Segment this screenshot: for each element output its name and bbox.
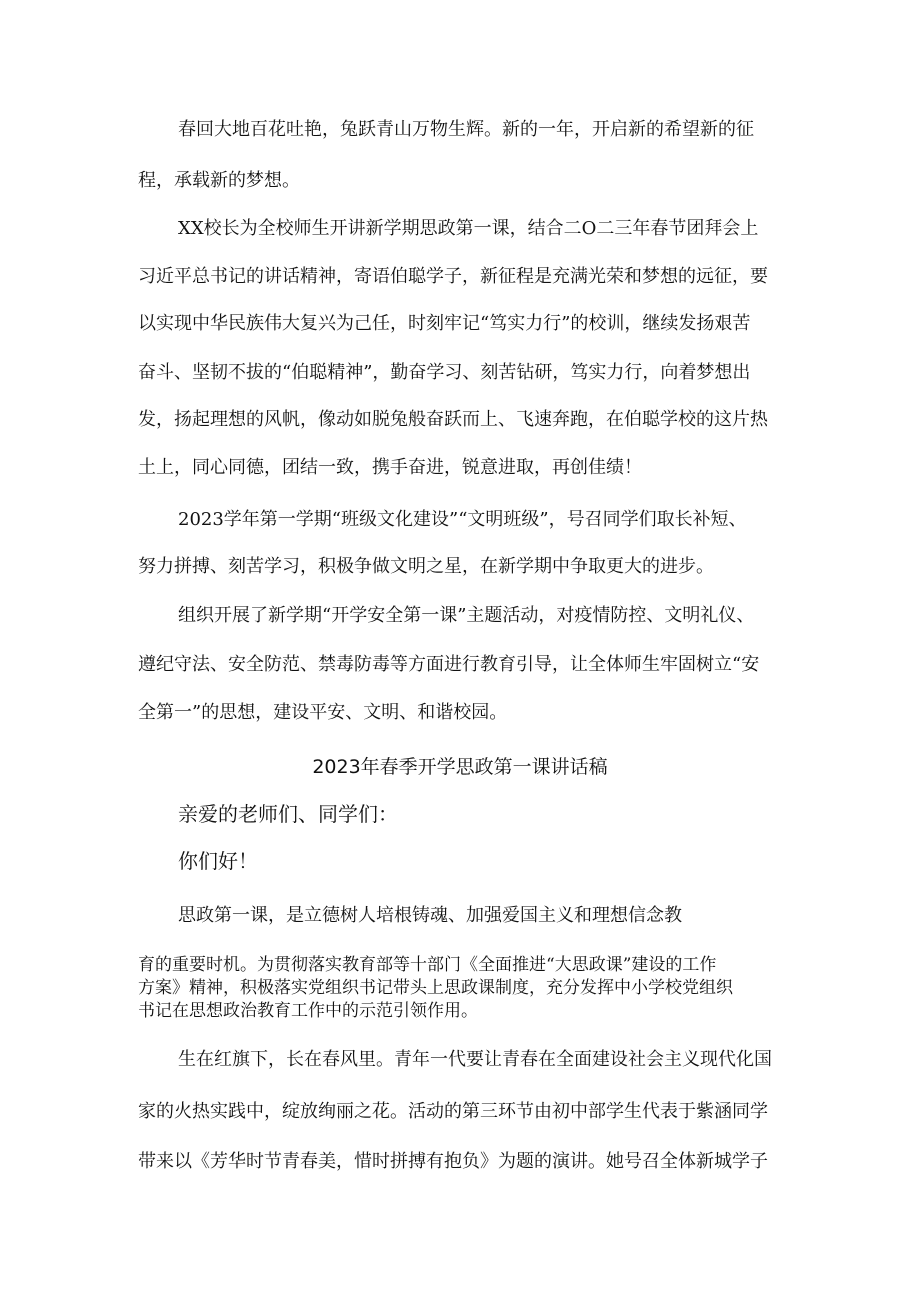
hello: 你们好！	[178, 849, 258, 873]
p3-line-1: 2023学年第一学期“班级文化建设”“文明班级”，号召同学们取长补短、	[178, 509, 747, 530]
document-title: 2023年春季开学思政第一课讲话稿	[312, 756, 608, 778]
p6-line-2: 家的火热实践中，绽放绚丽之花。活动的第三环节由初中部学生代表于紫涵同学	[138, 1101, 768, 1122]
p2-line-4: 奋斗、坚韧不拔的“伯聪精神”，勤奋学习、刻苦钻研，笃实力行，向着梦想出	[138, 362, 751, 383]
p5-line-3: 方案》精神，积极落实党组织书记带头上思政课制度，充分发挥中小学校党组织	[138, 978, 733, 998]
p2-line-5: 发，扬起理想的风帆，像动如脱兔般奋跃而上、飞速奔跑，在伯聪学校的这片热	[138, 409, 768, 430]
p6-line-1: 生在红旗下，长在春风里。青年一代要让青春在全面建设社会主义现代化国	[178, 1049, 772, 1070]
p2-line-3: 以实现中华民族伟大复兴为己任，时刻牢记“笃实力行”的校训，继续发扬艰苦	[138, 313, 751, 334]
p4-line-3: 全第一”的思想，建设平安、文明、和谐校园。	[138, 702, 508, 723]
p4-line-2: 遵纪守法、安全防范、禁毒防毒等方面进行教育引导，让全体师生牢固树立“安	[138, 654, 760, 675]
p1-line-1: 春回大地百花吐艳，兔跃青山万物生辉。新的一年，开启新的希望新的征	[178, 119, 754, 140]
p5-line-4: 书记在思想政治教育工作中的示范引领作用。	[138, 1001, 478, 1021]
p2-line-2: 习近平总书记的讲话精神，寄语伯聪学子，新征程是充满光荣和梦想的远征，要	[138, 266, 768, 287]
greeting: 亲爱的老师们、同学们：	[178, 802, 398, 826]
p5-line-1: 思政第一课，是立德树人培根铸魂、加强爱国主义和理想信念教	[178, 905, 682, 926]
p2-line-6: 土上，同心同德，团结一致，携手奋进，锐意进取，再创佳绩！	[138, 457, 642, 478]
p1-line-2: 程，承载新的梦想。	[138, 170, 300, 191]
p4-line-1: 组织开展了新学期“开学安全第一课”主题活动，对疫情防控、文明礼仪、	[178, 605, 755, 626]
p6-line-3: 带来以《芳华时节青春美，惜时拼搏有抱负》为题的演讲。她号召全体新城学子	[138, 1151, 768, 1172]
p5-line-2: 育的重要时机。为贯彻落实教育部等十部门《全面推进“大思政课”建设的工作	[138, 955, 717, 975]
p2-line-1: XX校长为全校师生开讲新学期思政第一课，结合二O二三年春节团拜会上	[178, 218, 759, 239]
p3-line-2: 努力拼搏、刻苦学习，积极争做文明之星，在新学期中争取更大的进步。	[138, 556, 714, 577]
